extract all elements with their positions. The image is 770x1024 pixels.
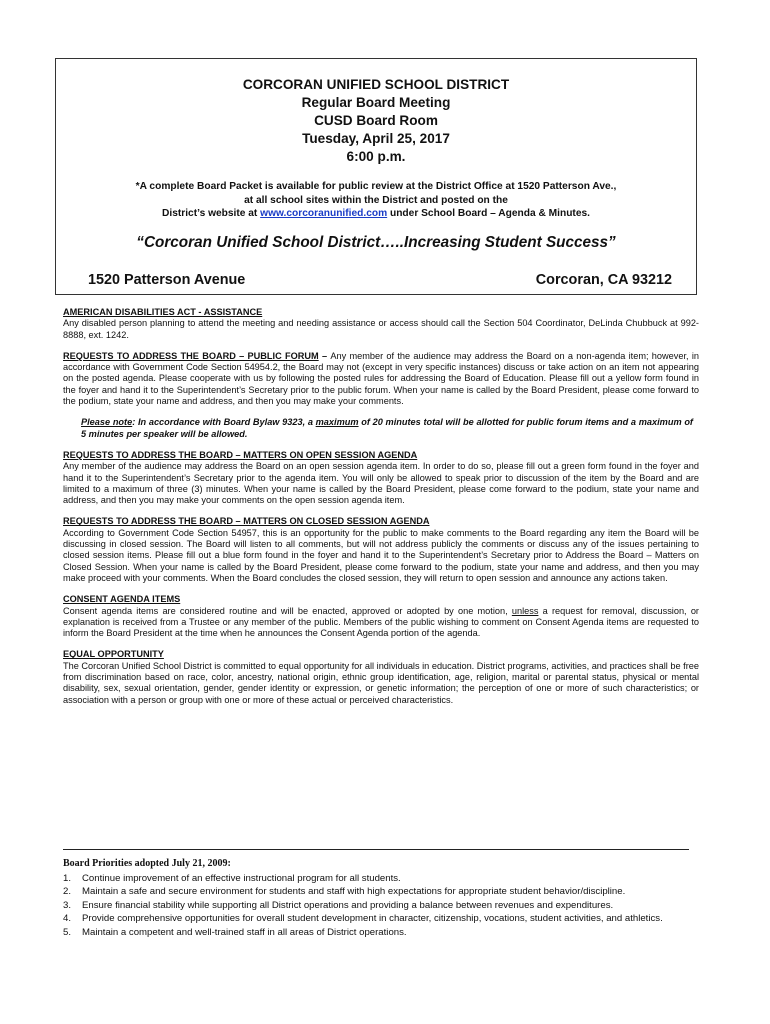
note-text-post: of 20 minutes total will be allotted for public forum items and a maximum of 5 minutes per speaker will be allowed. [81, 417, 693, 439]
packet-line-3 [55, 207, 697, 221]
board-priorities-list [63, 873, 703, 940]
section-closed-session [63, 516, 699, 584]
section-consent-body [63, 606, 699, 640]
section-ada-heading: AMERICAN DISABILITIES ACT - ASSISTANCE [63, 307, 263, 317]
section-equal-opportunity [63, 649, 699, 705]
list-item [63, 873, 703, 886]
agenda-notices [63, 307, 699, 716]
packet-line-3-pre: District’s website at [162, 208, 261, 219]
section-equal-opportunity-body: The Corcoran Unified School District is committed to equal opportunity for all individuals in education. District programs, activities, and practices shall be free from discrimination based on race, color, ancestry, national origin, ethnic group identification, age, religion, marital or parental status, physical or mental disability, sex, sexual orientation, gender, gender identity or expression, or genetic information; the perception of one or more of such characteristics; or association with a person or group with one or more of these actual or perceived characteristics. [63, 660, 699, 705]
list-item [63, 886, 703, 899]
section-ada [63, 307, 699, 341]
meeting-time: 6:00 p.m. [346, 149, 406, 164]
section-consent [63, 594, 699, 639]
section-equal-opportunity-heading: EQUAL OPPORTUNITY [63, 649, 164, 660]
section-consent-heading: CONSENT AGENDA ITEMS [63, 594, 181, 605]
district-motto: “Corcoran Unified School District…..Increasing Student Success” [136, 234, 616, 251]
public-forum-note [81, 417, 693, 440]
meeting-room: CUSD Board Room [314, 113, 438, 128]
consent-body-post: a request for removal, discussion, or explanation is received from a Trustee or any member of the public. Members of the public wishing to comment on Consent Agenda items are requested to inform the Board President at the time when he announces the Consent Agenda portion of the agenda. [63, 605, 699, 639]
note-maximum: maximum [315, 417, 359, 428]
list-item [63, 927, 703, 940]
packet-line-3-post: under School Board – Agenda & Minutes. [387, 208, 590, 219]
list-item-number: 4. [63, 913, 72, 925]
street-address: 1520 Patterson Avenue [88, 272, 246, 288]
district-name: CORCORAN UNIFIED SCHOOL DISTRICT [242, 77, 510, 92]
meeting-date: Tuesday, April 25, 2017 [302, 131, 450, 146]
list-item-text: Maintain a competent and well-trained staff in all areas of District operations. [82, 926, 407, 938]
list-item-number: 1. [63, 872, 72, 884]
board-priorities-heading: Board Priorities adopted July 21, 2009: [63, 858, 231, 869]
list-item [63, 913, 703, 926]
section-open-session-heading: REQUESTS TO ADDRESS THE BOARD – MATTERS ON OPEN SESSION AGENDA [63, 449, 418, 460]
section-ada-body: Any disabled person planning to attend the meeting and needing assistance or access should call the Section 504 Coordinator, DeLinda Chubbuck at 992-8888, ext. 1242. [63, 318, 699, 340]
section-closed-session-body: According to Government Code Section 54957, this is an opportunity for the public to make comments to the Board regarding any item the Board will be discussing in closed session. The Board will listen to all comments, but will not address publicly the comments or discuss any of the issues pertaining to closed session items. Please fill out a blue form found in the foyer and hand it to the Superintendent’s Secretary prior to Address the Board – Matters on Closed Session. When your name is called by the Board President, please come forward to the podium, state your name and address, and then you may make proceed with your comments. When the Board concludes the closed session, they will return to open session and announce any actions taken. [63, 527, 699, 583]
note-text-pre: : In accordance with Board Bylaw 9323, a [132, 417, 316, 428]
section-public-forum-heading: REQUESTS TO ADDRESS THE BOARD – PUBLIC FORUM [63, 350, 319, 361]
board-packet-notice [55, 180, 697, 221]
list-item-number: 5. [63, 926, 72, 938]
city-state-zip: Corcoran, CA 93212 [535, 272, 672, 288]
list-item-text: Provide comprehensive opportunities for overall student development in character, citizenship, vocations, student activities, and athletics. [82, 913, 663, 925]
board-priorities [63, 858, 703, 941]
section-open-session-body: Any member of the audience may address the Board on an open session agenda item. In order to do so, please fill out a green form found in the foyer and hand it to the Superintendent’s Secretary prior to the agenda item. You will only be allowed to speak prior to discussion of the item by the Board and are limited to a maximum of three (3) minutes. When your name is called by the Board President, please come forward to the podium, state your name and address, and then you may make your comments on the open session agenda item. [63, 461, 699, 506]
list-item-number: 2. [63, 886, 72, 898]
list-item-text: Continue improvement of an effective instructional program for all students. [82, 872, 401, 884]
packet-line-1: *A complete Board Packet is available for public review at the District Office at 1520 Patterson Ave., [135, 181, 617, 192]
consent-body-unless: unless [511, 605, 539, 616]
section-public-forum-body: Any member of the audience may address the Board on a non-agenda item; however, in accordance with Government Code Section 54954.2, the Board may not (except in very specific instances) discuss or take action on an item not appearing on the posted agenda. Please cooperate with us by following the posted rules for addressing the Board of Education. Please fill out a yellow form found in the foyer and hand it to the Superintendent’s Secretary prior to the public forum. When your name is called by the Board President, please come forward to the podium, state your name and address, and then you may make your comments. [63, 350, 699, 407]
divider-rule [63, 849, 689, 850]
note-label: Please note [81, 417, 133, 428]
section-public-forum [63, 351, 699, 407]
list-item-text: Ensure financial stability while supporting all District operations and providing a balance between revenues and expenditures. [82, 899, 614, 911]
consent-body-pre: Consent agenda items are considered routine and will be enacted, approved or adopted by one motion, [63, 605, 512, 616]
section-closed-session-heading: REQUESTS TO ADDRESS THE BOARD – MATTERS ON CLOSED SESSION AGENDA [63, 516, 430, 527]
district-website-link[interactable]: www.corcoranunified.com [260, 208, 388, 219]
list-item-text: Maintain a safe and secure environment for students and staff with high expectations for appropriate student behavior/discipline. [82, 886, 626, 898]
list-item [63, 900, 703, 913]
title-block [55, 76, 697, 166]
section-public-forum-dash: – [318, 350, 331, 361]
packet-line-2: at all school sites within the District and posted on the [244, 194, 508, 206]
meeting-type: Regular Board Meeting [301, 95, 451, 110]
list-item-number: 3. [63, 899, 72, 911]
section-open-session [63, 450, 699, 506]
